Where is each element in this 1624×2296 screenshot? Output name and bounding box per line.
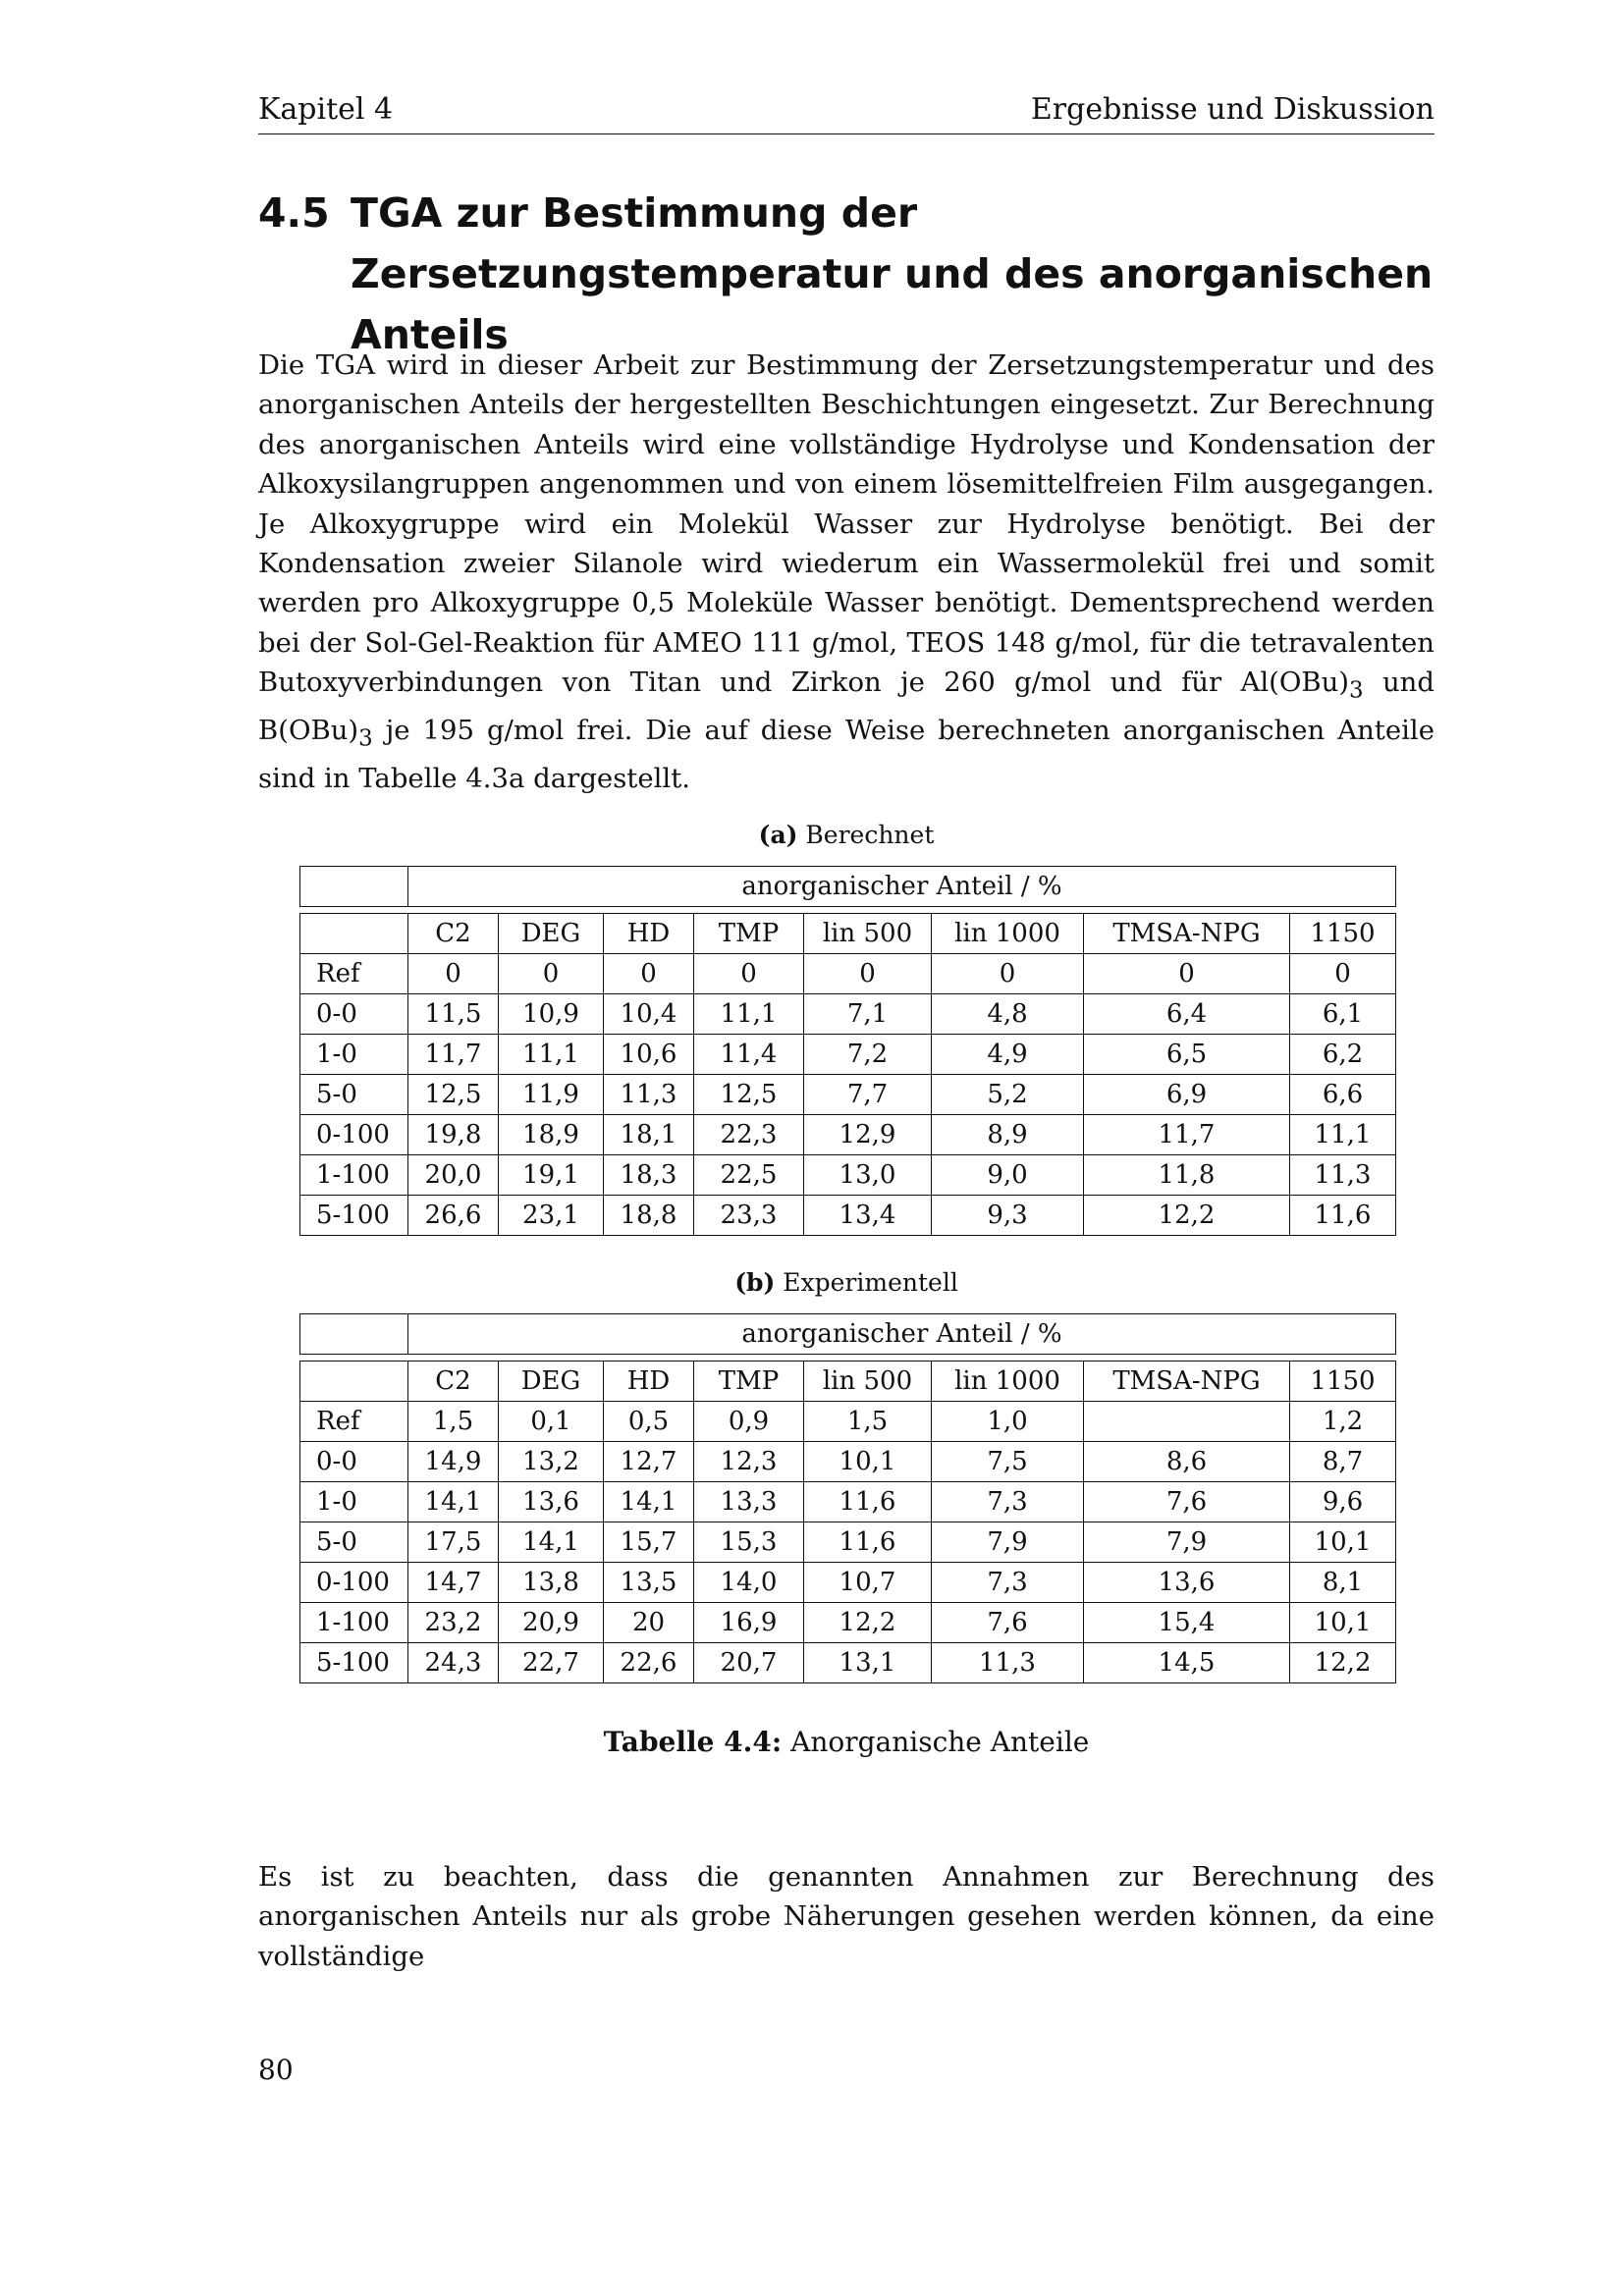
paragraph-1-text [258, 346, 1435, 798]
row-label-cell: 1-100 [300, 1155, 408, 1196]
row-label-cell: 0-0 [300, 1442, 408, 1482]
table-cell: 12,2 [1290, 1643, 1396, 1683]
table-cell: 13,3 [694, 1482, 804, 1522]
row-label-header-cell [300, 1362, 408, 1402]
column-header-cell: lin 500 [804, 914, 932, 954]
table-cell: 10,9 [499, 994, 604, 1035]
table-cell: 11,7 [1084, 1115, 1290, 1155]
column-header-cell: TMP [694, 914, 804, 954]
table-cell: 15,7 [604, 1522, 694, 1563]
table-cell: 14,9 [408, 1442, 499, 1482]
table-cell: 20,0 [408, 1155, 499, 1196]
table-cell: 12,3 [694, 1442, 804, 1482]
table-cell: 4,8 [932, 994, 1084, 1035]
row-label-cell: 1-100 [300, 1603, 408, 1643]
table-caption-text: Anorganische Anteile [790, 1726, 1090, 1758]
table-cell: 11,7 [408, 1035, 499, 1075]
table-cell: 24,3 [408, 1643, 499, 1683]
table-cell: 11,9 [499, 1075, 604, 1115]
table-cell: 0 [604, 954, 694, 994]
table-cell: 10,7 [804, 1563, 932, 1603]
table-cell: 7,7 [804, 1075, 932, 1115]
column-header-cell: TMP [694, 1362, 804, 1402]
table-cell: 1,5 [408, 1402, 499, 1442]
table-cell: 13,2 [499, 1442, 604, 1482]
paragraph-1-part-3: je 195 g/mol frei. Die auf diese Weise berechneten anorganischen Anteile sind in Tabelle 4.3a dargestellt. [258, 715, 1435, 795]
table-row [300, 1563, 1396, 1603]
table-cell: 6,5 [1084, 1035, 1290, 1075]
table-cell: 19,8 [408, 1115, 499, 1155]
table-cell: 0 [1084, 954, 1290, 994]
table-row [300, 1075, 1396, 1115]
table-cell: 10,4 [604, 994, 694, 1035]
body-paragraph-2 [258, 1857, 1435, 1976]
table-cell: 11,3 [1290, 1155, 1396, 1196]
table-group-header-row [300, 867, 1396, 907]
table-cell: 13,8 [499, 1563, 604, 1603]
table-cell: 15,3 [694, 1522, 804, 1563]
table-cell: 0,9 [694, 1402, 804, 1442]
subtable-a-label: (a) [758, 821, 798, 849]
row-label-cell: 5-100 [300, 1196, 408, 1236]
table-cell: 14,1 [408, 1482, 499, 1522]
table-cell: 6,1 [1290, 994, 1396, 1035]
running-header [258, 86, 1435, 134]
table-body [300, 1362, 1396, 1683]
row-label-cell: 0-100 [300, 1563, 408, 1603]
table-cell: 0 [932, 954, 1084, 994]
table-cell: 7,3 [932, 1482, 1084, 1522]
table-cell: 10,6 [604, 1035, 694, 1075]
table-cell: 11,6 [804, 1482, 932, 1522]
table-cell: 14,1 [499, 1522, 604, 1563]
header-chapter-title: Ergebnisse und Diskussion [1030, 92, 1435, 127]
table-cell: 7,2 [804, 1035, 932, 1075]
column-header-cell: DEG [499, 1362, 604, 1402]
row-label-cell: Ref [300, 954, 408, 994]
group-header-cell: anorganischer Anteil / % [408, 867, 1396, 907]
table-cell: 13,6 [1084, 1563, 1290, 1603]
gap-cell [300, 907, 1396, 914]
row-label-cell: 5-100 [300, 1643, 408, 1683]
subtable-a-caption [258, 821, 1435, 849]
column-header-cell: lin 1000 [932, 1362, 1084, 1402]
table-cell: 11,8 [1084, 1155, 1290, 1196]
table-cell: 11,1 [499, 1035, 604, 1075]
row-label-cell: 1-0 [300, 1482, 408, 1522]
table-cell: 13,4 [804, 1196, 932, 1236]
table-cell: 23,1 [499, 1196, 604, 1236]
table-cell: 22,7 [499, 1643, 604, 1683]
table-cell: 13,6 [499, 1482, 604, 1522]
column-header-cell: 1150 [1290, 1362, 1396, 1402]
table-cell: 14,5 [1084, 1643, 1290, 1683]
section-number: 4.5 [258, 189, 330, 237]
table-cell: 6,6 [1290, 1075, 1396, 1115]
section-title: TGA zur Bestimmung der Zersetzungstemperatur und des anorganischen Anteils [351, 189, 1434, 358]
table-cell: 6,9 [1084, 1075, 1290, 1115]
table-cell: 0 [694, 954, 804, 994]
table-cell: 8,7 [1290, 1442, 1396, 1482]
group-header-cell: anorganischer Anteil / % [408, 1314, 1396, 1355]
table-cell: 20 [604, 1603, 694, 1643]
column-header-cell: lin 1000 [932, 914, 1084, 954]
row-label-cell: 0-100 [300, 1115, 408, 1155]
column-header-cell: C2 [408, 1362, 499, 1402]
table-gap-row [300, 907, 1396, 914]
table-row [300, 1603, 1396, 1643]
header-chapter: Kapitel 4 [258, 92, 394, 127]
table-cell: 9,6 [1290, 1482, 1396, 1522]
table-cell: 11,6 [1290, 1196, 1396, 1236]
table-calculated [299, 866, 1396, 1236]
table-cell: 0,1 [499, 1402, 604, 1442]
table-cell: 12,7 [604, 1442, 694, 1482]
table-cell: 14,7 [408, 1563, 499, 1603]
table-cell: 19,1 [499, 1155, 604, 1196]
table-cell: 12,2 [1084, 1196, 1290, 1236]
row-label-cell: 0-0 [300, 994, 408, 1035]
table-caption [258, 1726, 1435, 1758]
table-cell: 10,1 [804, 1442, 932, 1482]
table-cell: 18,8 [604, 1196, 694, 1236]
table-cell: 5,2 [932, 1075, 1084, 1115]
column-header-cell: lin 500 [804, 1362, 932, 1402]
table-cell: 4,9 [932, 1035, 1084, 1075]
gap-cell [300, 1355, 1396, 1362]
table-cell: 11,6 [804, 1522, 932, 1563]
table-cell: 11,3 [604, 1075, 694, 1115]
table-cell: 23,3 [694, 1196, 804, 1236]
table-cell: 26,6 [408, 1196, 499, 1236]
table-row [300, 1442, 1396, 1482]
table-row [300, 1482, 1396, 1522]
table-cell: 8,6 [1084, 1442, 1290, 1482]
table-cell: 13,0 [804, 1155, 932, 1196]
table-cell: 6,4 [1084, 994, 1290, 1035]
table-gap-row [300, 1355, 1396, 1362]
table-cell: 22,6 [604, 1643, 694, 1683]
table-cell: 13,5 [604, 1563, 694, 1603]
table-cell: 18,3 [604, 1155, 694, 1196]
table-cell: 7,5 [932, 1442, 1084, 1482]
table-cell: 1,2 [1290, 1402, 1396, 1442]
column-header-cell: TMSA-NPG [1084, 1362, 1290, 1402]
table-cell: 13,1 [804, 1643, 932, 1683]
table-cell: 11,1 [1290, 1115, 1396, 1155]
row-label-cell: 1-0 [300, 1035, 408, 1075]
table-cell: 12,5 [694, 1075, 804, 1115]
row-label-cell: 5-0 [300, 1522, 408, 1563]
body-paragraph-1 [258, 346, 1435, 798]
table-cell: 22,5 [694, 1155, 804, 1196]
column-header-cell: 1150 [1290, 914, 1396, 954]
table-cell: 7,3 [932, 1563, 1084, 1603]
table-cell: 11,1 [694, 994, 804, 1035]
table-cell: 7,6 [932, 1603, 1084, 1643]
subscript-1: 3 [1349, 677, 1364, 704]
table-cell: 17,5 [408, 1522, 499, 1563]
table-cell: 12,2 [804, 1603, 932, 1643]
table-row [300, 1035, 1396, 1075]
table-cell: 11,3 [932, 1643, 1084, 1683]
table-cell: 6,2 [1290, 1035, 1396, 1075]
table-cell: 0,5 [604, 1402, 694, 1442]
table-body [300, 914, 1396, 1236]
table-row [300, 1402, 1396, 1442]
table-cell: 8,9 [932, 1115, 1084, 1155]
table-cell: 0 [408, 954, 499, 994]
table-group-header-row [300, 1314, 1396, 1355]
paragraph-1-part-2: und B(OBu) [258, 667, 1435, 747]
table-experimental [299, 1313, 1396, 1683]
table-cell: 10,1 [1290, 1603, 1396, 1643]
table-cell: 7,9 [1084, 1522, 1290, 1563]
table-cell: 23,2 [408, 1603, 499, 1643]
table-cell: 9,3 [932, 1196, 1084, 1236]
table-row [300, 1155, 1396, 1196]
subscript-2: 3 [358, 725, 373, 752]
table-cell: 10,1 [1290, 1522, 1396, 1563]
table-cell: 11,5 [408, 994, 499, 1035]
paragraph-2-text: Es ist zu beachten, dass die genannten Annahmen zur Berechnung des anorganischen Anteils nur als grobe Näherungen gesehen werden können, da eine vollständige [258, 1861, 1435, 1972]
row-label-cell: Ref [300, 1402, 408, 1442]
table-column-header-row [300, 1362, 1396, 1402]
table-cell: 8,1 [1290, 1563, 1396, 1603]
table-cell: 11,4 [694, 1035, 804, 1075]
table-row [300, 1196, 1396, 1236]
table-cell: 16,9 [694, 1603, 804, 1643]
row-label-cell: 5-0 [300, 1075, 408, 1115]
table-cell: 7,6 [1084, 1482, 1290, 1522]
subtable-b-label: (b) [734, 1268, 776, 1297]
subtable-b-caption [258, 1268, 1435, 1297]
table-cell: 20,9 [499, 1603, 604, 1643]
page-number: 80 [258, 2054, 294, 2086]
empty-corner-cell [300, 867, 408, 907]
column-header-cell: TMSA-NPG [1084, 914, 1290, 954]
table-cell: 14,1 [604, 1482, 694, 1522]
column-header-cell: HD [604, 914, 694, 954]
table-cell: 9,0 [932, 1155, 1084, 1196]
table-cell: 22,3 [694, 1115, 804, 1155]
table-row [300, 1643, 1396, 1683]
table-cell: 0 [1290, 954, 1396, 994]
subtable-a-title: Berechnet [805, 821, 935, 849]
table-row [300, 1115, 1396, 1155]
table-cell: 7,9 [932, 1522, 1084, 1563]
table-cell: 12,5 [408, 1075, 499, 1115]
column-header-cell: HD [604, 1362, 694, 1402]
table-cell: 12,9 [804, 1115, 932, 1155]
paragraph-1-part-1: Die TGA wird in dieser Arbeit zur Bestimmung der Zersetzungstemperatur und des anorganischen Anteils der hergestellten Beschichtungen eingesetzt. Zur Berechnung des anorganischen Anteils wird eine vollständige Hydrolyse und Kondensation der Alkoxysilangruppen angenommen und von einem lösemittelfreien Film ausgegangen. Je Alkoxygruppe wird ein Molekül Wasser zur Hydrolyse benötigt. Bei der Kondensation zweier Silanole wird wiederum ein Wassermolekül frei und somit werden pro Alkoxygruppe 0,5 Moleküle Wasser benötigt. Dementsprechend werden bei der Sol-Gel-Reaktion für AMEO 111 g/mol, TEOS 148 g/mol, für die tetravalenten Butoxyverbindungen von Titan und Zirkon je 260 g/mol und für Al(OBu) [258, 349, 1435, 699]
table-column-header-row [300, 914, 1396, 954]
subtable-b-title: Experimentell [783, 1268, 958, 1297]
table-cell: 0 [804, 954, 932, 994]
empty-corner-cell [300, 1314, 408, 1355]
row-label-header-cell [300, 914, 408, 954]
section-heading [258, 183, 1435, 365]
table-caption-label: Tabelle 4.4: [603, 1726, 783, 1758]
table-cell: 20,7 [694, 1643, 804, 1683]
table-cell: 1,5 [804, 1402, 932, 1442]
column-header-cell: C2 [408, 914, 499, 954]
table-row [300, 954, 1396, 994]
table-cell [1084, 1402, 1290, 1442]
table-cell: 18,9 [499, 1115, 604, 1155]
table-row [300, 1522, 1396, 1563]
table-cell: 15,4 [1084, 1603, 1290, 1643]
table-cell: 0 [499, 954, 604, 994]
column-header-cell: DEG [499, 914, 604, 954]
table-cell: 7,1 [804, 994, 932, 1035]
table-row [300, 994, 1396, 1035]
table-cell: 18,1 [604, 1115, 694, 1155]
table-cell: 14,0 [694, 1563, 804, 1603]
table-cell: 1,0 [932, 1402, 1084, 1442]
